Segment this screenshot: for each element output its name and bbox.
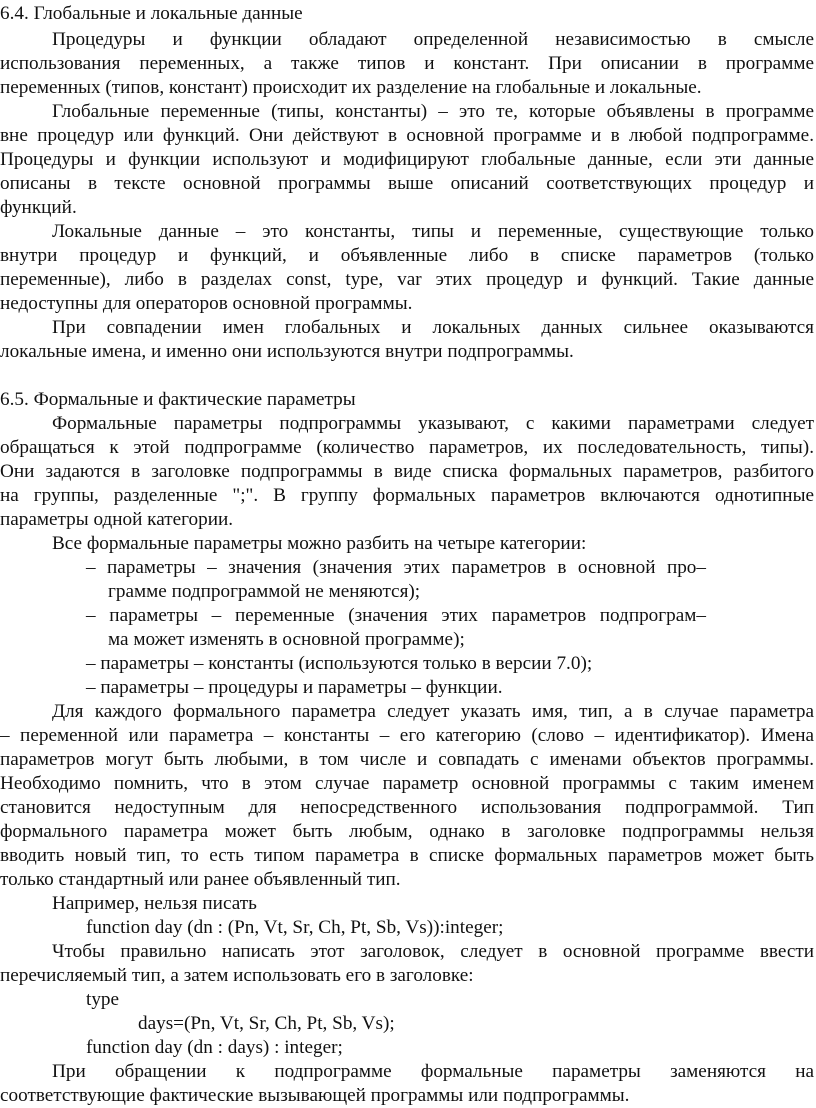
- paragraph-line: только стандартный или ранее объявленный тип.: [0, 869, 401, 890]
- paragraph-line: внутри процедур и функций, и объявленные либо в списке параметров (только: [0, 245, 814, 266]
- paragraph-line: описаны в тексте основной программы выше описаний соответствующих процедур и: [0, 173, 814, 194]
- paragraph-line: – переменной или параметра – константы – его категорию (слово – идентификатор). Имена: [0, 725, 814, 746]
- paragraph-line: При совпадении имен глобальных и локальных данных сильнее оказываются: [52, 317, 814, 338]
- paragraph-line: функций.: [0, 197, 77, 218]
- paragraph-line: вне процедур или функций. Они действуют в основной программе и в любой подпрограмме.: [0, 125, 814, 146]
- paragraph-line: недоступны для операторов основной программы.: [0, 293, 413, 314]
- paragraph-line: формального параметра может быть любым, однако в заголовке подпрограммы нельзя: [0, 821, 814, 842]
- paragraph-line: параметров могут быть любыми, в том числе и совпадать с именами объектов программы.: [0, 749, 814, 770]
- paragraph-line: перечисляемый тип, а затем использовать его в заголовке:: [0, 965, 474, 986]
- list-item-continuation: ма может изменять в основной программе);: [108, 629, 465, 650]
- paragraph-line: Локальные данные – это константы, типы и переменные, существующие только: [52, 221, 814, 242]
- paragraph-line: параметры одной категории.: [0, 509, 234, 530]
- paragraph-line: переменных (типов, констант) происходит их разделение на глобальные и локальные.: [0, 77, 702, 98]
- code-line: function day (dn : (Pn, Vt, Sr, Ch, Pt, Sb, Vs)):integer;: [86, 917, 504, 938]
- paragraph-line: становится недоступным для непосредственного использования подпрограммой. Тип: [0, 797, 814, 818]
- paragraph-line: Необходимо помнить, что в этом случае параметр основной программы с таким именем: [0, 773, 814, 794]
- paragraph-line: обращаться к этой подпрограмме (количество параметров, их последовательность, типы).: [0, 437, 814, 458]
- list-item: – параметры – константы (используются только в версии 7.0);: [86, 653, 593, 674]
- paragraph-line: переменные), либо в разделах const, type, var этих процедур и функций. Такие данные: [0, 269, 814, 290]
- paragraph-line: на группы, разделенные ";". В группу формальных параметров включаются однотипные: [0, 485, 814, 506]
- paragraph-line: Они задаются в заголовке подпрограммы в виде списка формальных параметров, разбитого: [0, 461, 814, 482]
- list-item: – параметры – значения (значения этих параметров в основной про–: [86, 557, 706, 578]
- code-line: function day (dn : days) : integer;: [86, 1037, 343, 1058]
- list-item: – параметры – процедуры и параметры – функции.: [86, 677, 503, 698]
- section-heading-6-5: 6.5. Формальные и фактические параметры: [0, 389, 356, 410]
- paragraph-line: вводить новый тип, то есть типом параметра в списке формальных параметров может быть: [0, 845, 814, 866]
- paragraph-line: соответствующие фактические вызывающей программы или подпрограммы.: [0, 1085, 630, 1106]
- paragraph-line: Чтобы правильно написать этот заголовок, следует в основной программе ввести: [52, 941, 814, 962]
- paragraph-line: Процедуры и функции используют и модифицируют глобальные данные, если эти данные: [0, 149, 814, 170]
- paragraph-line: Процедуры и функции обладают определенной независимостью в смысле: [52, 29, 814, 50]
- paragraph-line: Формальные параметры подпрограммы указывают, с какими параметрами следует: [52, 413, 814, 434]
- list-item-continuation: грамме подпрограммой не меняются);: [108, 581, 421, 602]
- list-intro: Все формальные параметры можно разбить на четыре категории:: [52, 533, 587, 554]
- section-heading-6-4: 6.4. Глобальные и локальные данные: [0, 3, 303, 24]
- code-line: type: [86, 989, 120, 1010]
- paragraph-line: При обращении к подпрограмме формальные параметры заменяются на: [52, 1061, 814, 1082]
- code-line: days=(Pn, Vt, Sr, Ch, Pt, Sb, Vs);: [138, 1013, 395, 1034]
- list-item: – параметры – переменные (значения этих параметров подпрограм–: [86, 605, 706, 626]
- paragraph-line: Глобальные переменные (типы, константы) – это те, которые объявлены в программе: [52, 101, 814, 122]
- example-intro: Например, нельзя писать: [52, 893, 257, 914]
- paragraph-line: Для каждого формального параметра следует указать имя, тип, а в случае параметра: [52, 701, 814, 722]
- paragraph-line: использования переменных, а также типов и констант. При описании в программе: [0, 53, 814, 74]
- paragraph-line: локальные имена, и именно они используются внутри подпрограммы.: [0, 341, 574, 362]
